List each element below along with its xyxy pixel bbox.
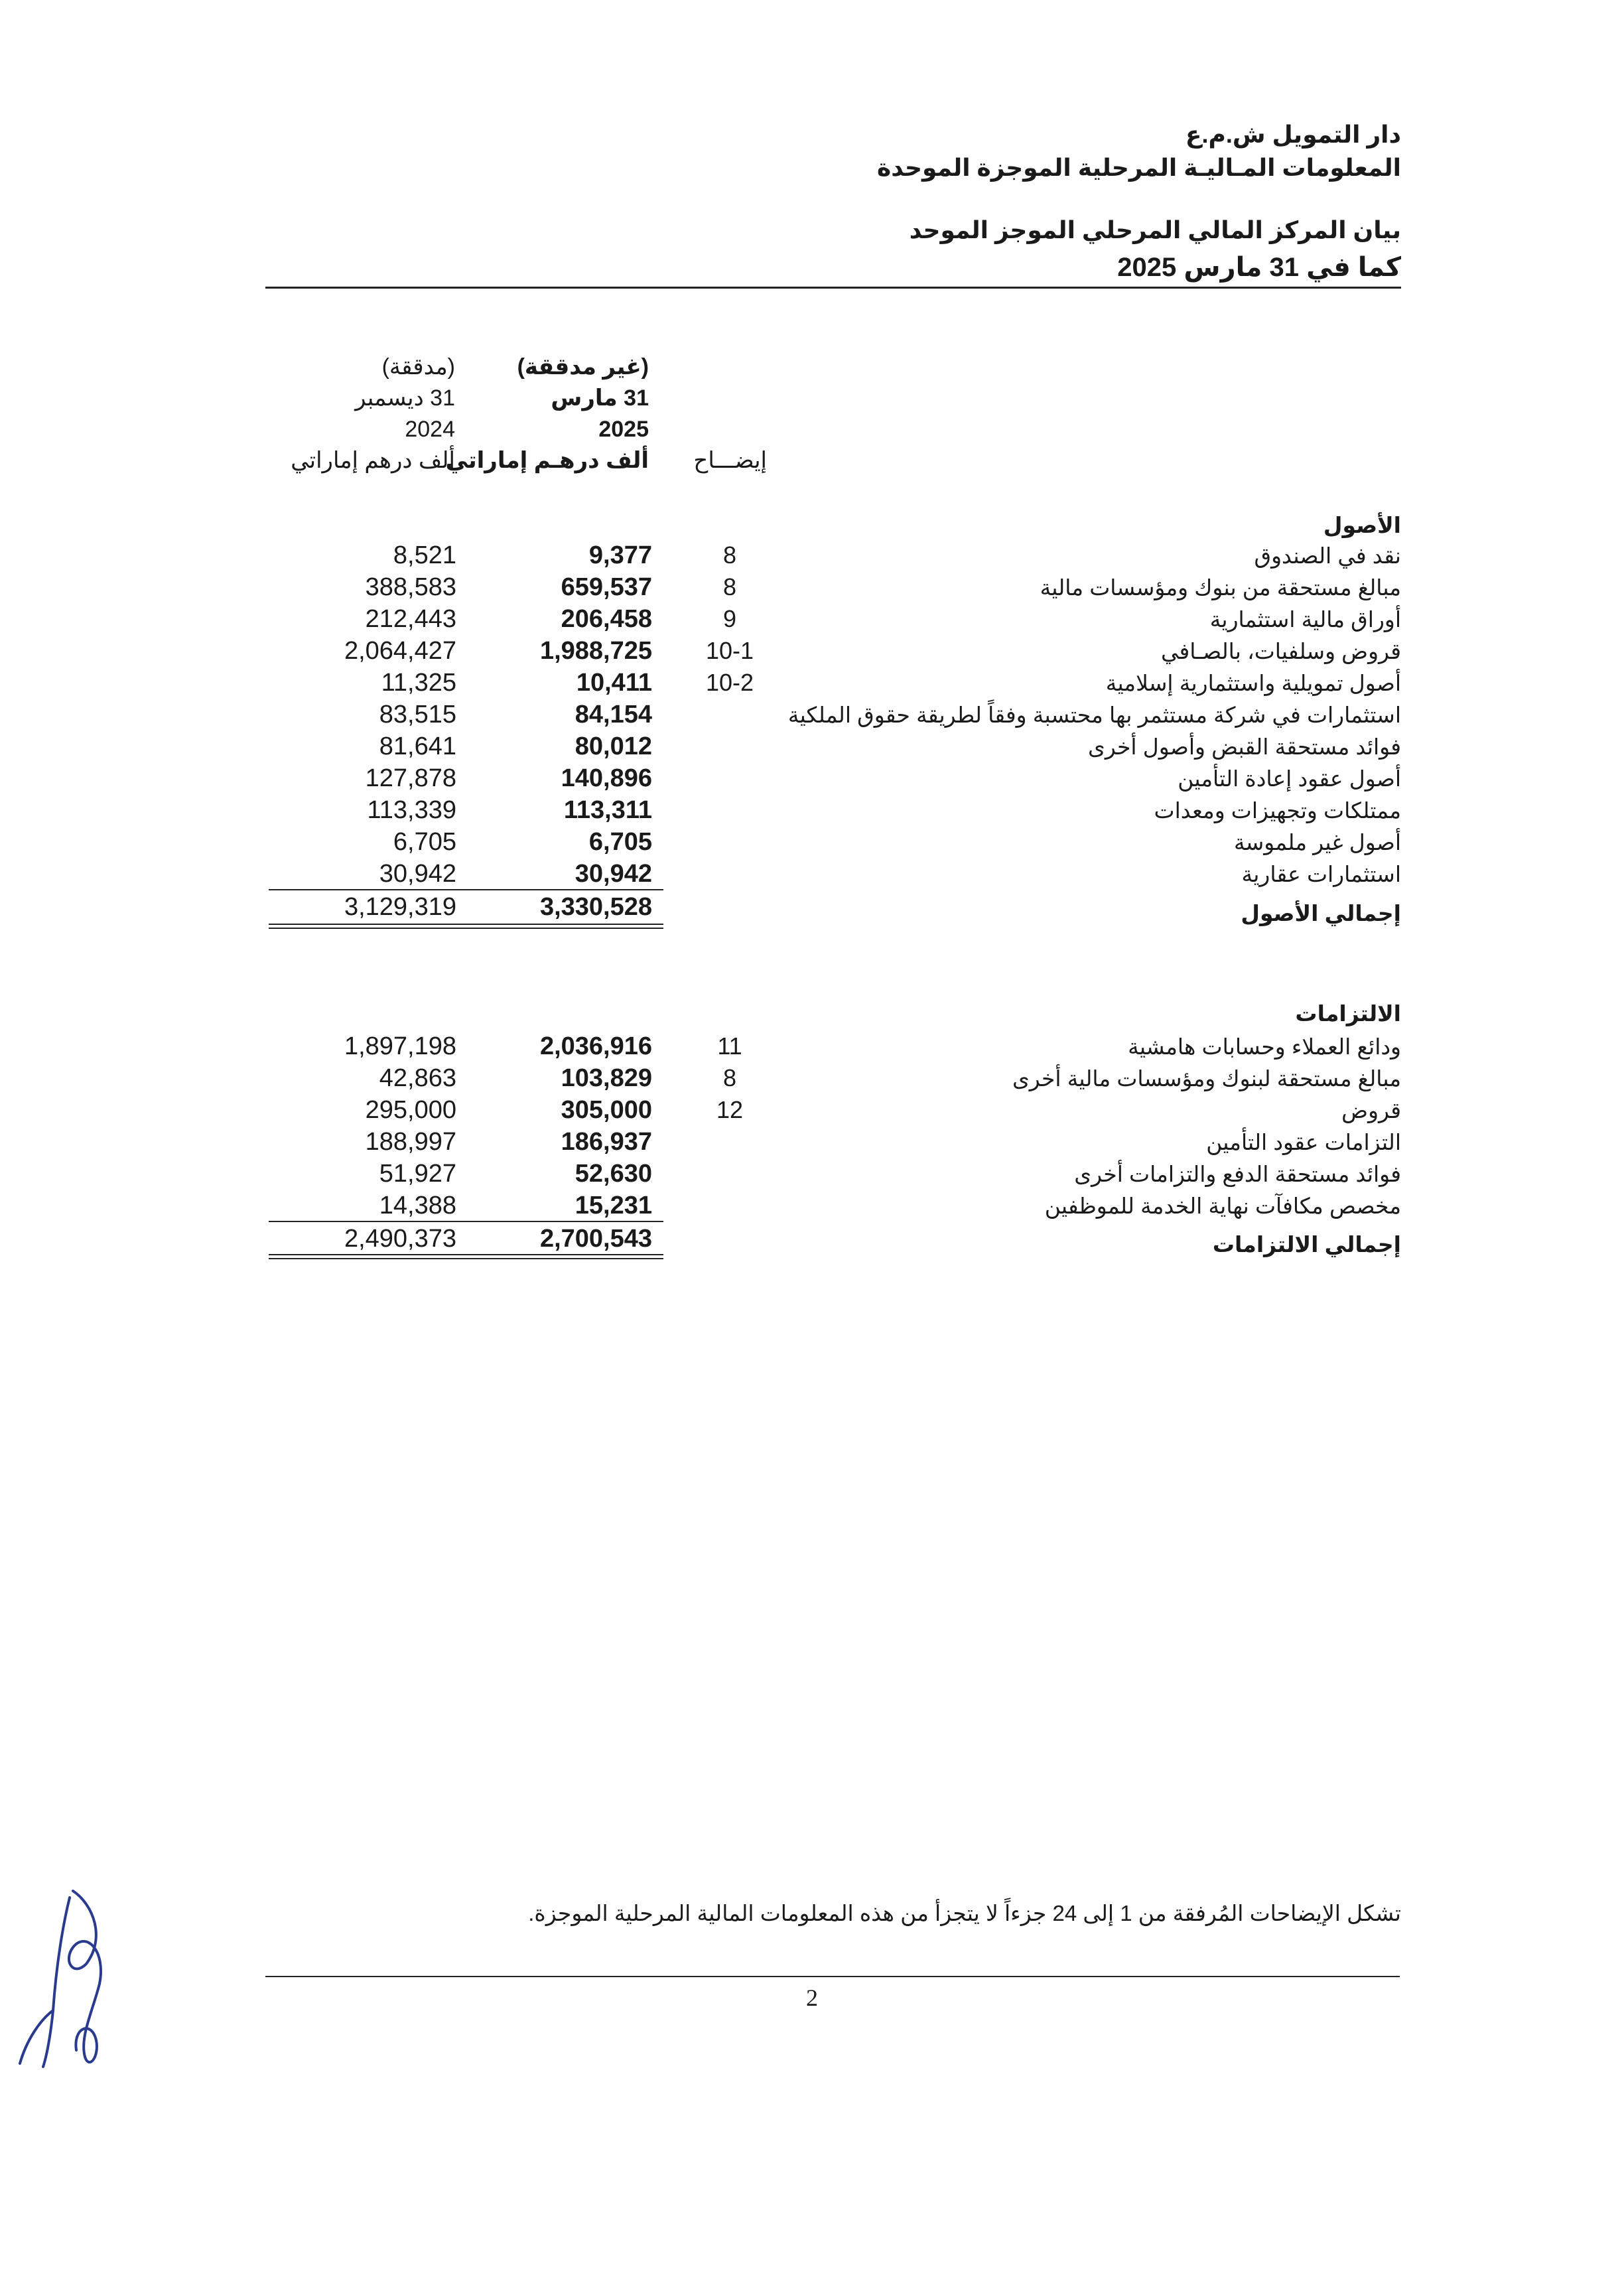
liabilities-section-title: الالتزامات xyxy=(1295,1001,1401,1026)
liabilities-total-rule-1 xyxy=(269,1254,663,1255)
liability-row-note: 8 xyxy=(722,1064,737,1091)
liability-row-current: 15,231 xyxy=(575,1192,652,1219)
liability-row-current: 2,036,916 xyxy=(539,1032,652,1060)
asset-row-label: مبالغ مستحقة من بنوك ومؤسسات مالية xyxy=(1040,575,1401,600)
liability-row-label: التزامات عقود التأمين xyxy=(1206,1130,1401,1154)
asset-row-current: 113,311 xyxy=(563,796,652,824)
liabilities-total-previous: 2,490,373 xyxy=(344,1225,456,1253)
assets-total-current: 3,330,528 xyxy=(539,893,652,921)
assets-subtotal-rule xyxy=(269,889,663,890)
current-period-year: 2025 xyxy=(598,417,649,442)
liability-row-previous: 295,000 xyxy=(365,1096,456,1124)
liability-row-current: 305,000 xyxy=(561,1096,652,1124)
liability-row-current: 103,829 xyxy=(561,1064,652,1092)
liability-row-previous: 188,997 xyxy=(365,1128,456,1156)
asset-row-current: 80,012 xyxy=(575,732,652,760)
asset-row-previous: 212,443 xyxy=(365,605,456,633)
asset-row-current: 206,458 xyxy=(561,605,652,633)
asset-row-current: 9,377 xyxy=(588,541,652,569)
asset-row-note: 8 xyxy=(722,573,737,600)
asset-row-note: 9 xyxy=(722,605,737,632)
asset-row-label: أصول عقود إعادة التأمين xyxy=(1178,766,1401,791)
liability-row-current: 52,630 xyxy=(575,1160,652,1188)
signature-mark xyxy=(7,1878,113,2077)
asset-row-label: ممتلكات وتجهيزات ومعدات xyxy=(1154,798,1401,823)
current-period-date: 31 مارس xyxy=(551,385,649,411)
asset-row-previous: 81,641 xyxy=(379,732,456,760)
asset-row-label: استثمارات في شركة مستثمر بها محتسبة وفقاً لطريقة حقوق الملكية xyxy=(787,703,1401,727)
previous-column-header xyxy=(291,352,455,476)
liability-row-label: مبالغ مستحقة لبنوك ومؤسسات مالية أخرى xyxy=(1012,1066,1401,1091)
asset-row-previous: 127,878 xyxy=(365,764,456,792)
asset-row-note: 10-1 xyxy=(705,637,754,664)
asset-row-current: 30,942 xyxy=(575,860,652,888)
asset-row-note: 10-2 xyxy=(705,669,754,696)
liability-row-previous: 1,897,198 xyxy=(344,1032,456,1060)
liability-row-note: 11 xyxy=(717,1032,742,1060)
asset-row-previous: 2,064,427 xyxy=(344,637,456,665)
liabilities-subtotal-rule xyxy=(269,1221,663,1222)
liability-row-label: قروض xyxy=(1341,1098,1401,1123)
liabilities-total-label: إجمالي الالتزامات xyxy=(1212,1232,1401,1257)
liabilities-total-rule-2 xyxy=(269,1258,663,1259)
liability-row-note: 12 xyxy=(716,1096,744,1123)
report-title: المعلومات المـاليـة المرحلية الموجزة الموحدة xyxy=(877,154,1401,181)
liability-row-previous: 14,388 xyxy=(379,1192,456,1219)
header-rule xyxy=(265,287,1401,289)
asset-row-label: أوراق مالية استثمارية xyxy=(1209,607,1401,632)
asset-row-current: 659,537 xyxy=(561,573,652,601)
current-column-header xyxy=(445,352,649,476)
asset-row-current: 140,896 xyxy=(561,764,652,792)
previous-currency-unit: ألف درهم إماراتي xyxy=(291,448,455,473)
asset-row-previous: 11,325 xyxy=(381,669,456,697)
asset-row-label: قروض وسلفيات، بالصـافي xyxy=(1160,639,1401,663)
assets-total-rule-2 xyxy=(269,928,663,929)
liability-row-label: فوائد مستحقة الدفع والتزامات أخرى xyxy=(1074,1162,1401,1186)
liability-row-label: مخصص مكافآت نهاية الخدمة للموظفين xyxy=(1044,1194,1401,1218)
asset-row-previous: 113,339 xyxy=(367,796,456,824)
asset-row-previous: 8,521 xyxy=(393,541,456,569)
page-number: 2 xyxy=(806,1984,818,2011)
asset-row-label: أصول غير ملموسة xyxy=(1233,830,1401,855)
asset-row-label: فوائد مستحقة القبض وأصول أخرى xyxy=(1088,734,1401,759)
liability-row-previous: 42,863 xyxy=(379,1064,456,1092)
asset-row-current: 84,154 xyxy=(575,701,652,729)
asset-row-current: 10,411 xyxy=(576,669,652,697)
assets-total-rule-1 xyxy=(269,924,663,925)
liabilities-total-current: 2,700,543 xyxy=(539,1225,652,1253)
current-audit-status: (غير مدققة) xyxy=(517,354,649,380)
asset-row-previous: 388,583 xyxy=(365,573,456,601)
notes-disclaimer: تشكل الإيضاحات المُرفقة من 1 إلى 24 جزءاً لا يتجزأ من هذه المعلومات المالية المرحلية الموجزة. xyxy=(528,1901,1401,1925)
assets-section-title: الأصول xyxy=(1323,513,1401,537)
previous-period-year: 2024 xyxy=(405,417,455,442)
footer-rule xyxy=(265,1976,1400,1977)
asset-row-current: 6,705 xyxy=(588,828,652,856)
previous-period-date: 31 ديسمبر xyxy=(355,385,455,411)
asset-row-previous: 30,942 xyxy=(379,860,456,888)
asset-row-label: نقد في الصندوق xyxy=(1254,543,1401,568)
statement-title: بيان المركز المالي المرحلي الموجز الموحد xyxy=(909,216,1401,243)
asset-row-note: 8 xyxy=(722,541,737,569)
liability-row-current: 186,937 xyxy=(561,1128,652,1156)
asset-row-previous: 83,515 xyxy=(379,701,456,729)
note-column-header: إيضـــاح xyxy=(693,448,767,473)
liability-row-previous: 51,927 xyxy=(379,1160,456,1188)
asset-row-current: 1,988,725 xyxy=(539,637,652,665)
company-name: دار التمويل ش.م.ع xyxy=(1185,121,1401,148)
statement-date: كما في 31 مارس 2025 xyxy=(1117,253,1401,282)
previous-audit-status: (مدققة) xyxy=(381,354,455,380)
assets-total-previous: 3,129,319 xyxy=(344,893,456,921)
current-currency-unit: ألف درهـم إماراتي xyxy=(445,448,649,473)
liability-row-label: ودائع العملاء وحسابات هامشية xyxy=(1128,1034,1401,1059)
assets-total-label: إجمالي الأصول xyxy=(1241,901,1401,926)
asset-row-label: استثمارات عقارية xyxy=(1241,862,1401,886)
asset-row-label: أصول تمويلية واستثمارية إسلامية xyxy=(1105,671,1401,695)
asset-row-previous: 6,705 xyxy=(393,828,456,856)
